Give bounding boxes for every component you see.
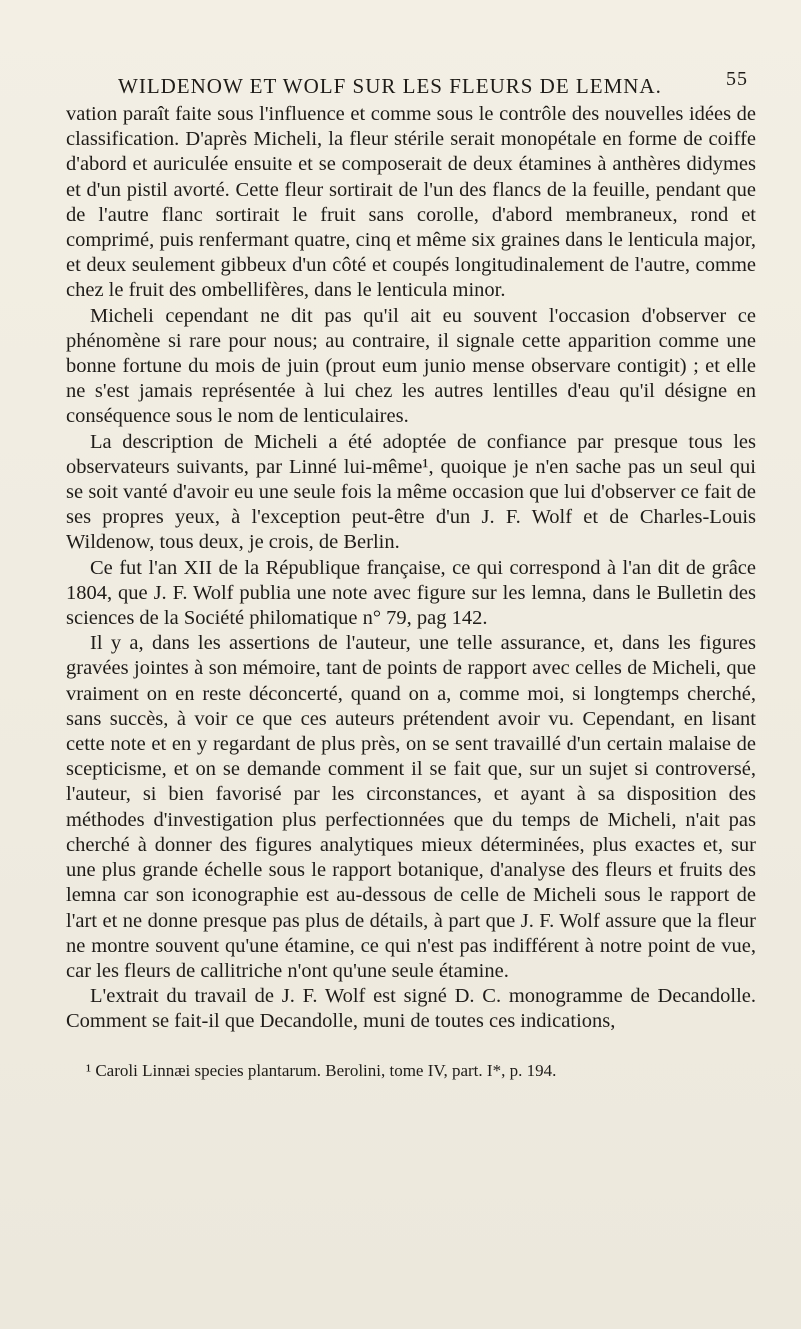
paragraph-1: vation paraît faite sous l'influence et comme sous le contrôle des nouvelles idées de classification. D'après Micheli, la fleur stérile serait monopétale en forme de coiffe d'abord et auriculée ensuite et se composerait de deux étamines à anthères didymes et d'un pistil avorté. Cette fleur sortirait de l'un des flancs de la feuille, pendant que de l'autre flanc sortirait le fruit sans corolle, d'abord membraneux, rond et comprimé, puis renfermant quatre, cinq et même six graines dans le lenticula major, et deux seulement gibbeux d'un côté et coupés longitudinalement de l'autre, comme chez le fruit des ombellifères, dans le lenticula minor. <box>66 103 756 302</box>
running-header <box>118 68 748 104</box>
paragraph-4: Ce fut l'an XII de la République française, ce qui correspond à l'an dit de grâce 1804, que J. F. Wolf publia une note avec figure sur les lemna, dans le Bulletin des sciences de la Société philomatique n° 79, pag 142. <box>66 556 756 630</box>
header-title: WILDENOW ET WOLF SUR LES FLEURS DE LEMNA. <box>118 74 662 98</box>
body-text <box>66 102 756 1035</box>
page-number: 55 <box>726 68 748 90</box>
paragraph-6: L'extrait du travail de J. F. Wolf est signé D. C. monogramme de Decandolle. Comment se fait-il que Decandolle, muni de toutes ces indications, <box>66 985 756 1033</box>
paragraph-3: La description de Micheli a été adoptée de confiance par presque tous les observateurs suivants, par Linné lui-même¹, quoique je n'en sache pas un seul qui se soit vanté d'avoir eu une seule fois la même occasion que lui d'observer ce fait de ses propres yeux, à l'exception peut-être d'un J. F. Wolf et de Charles-Louis Wildenow, tous deux, je crois, de Berlin. <box>66 430 756 554</box>
paragraph-5: Il y a, dans les assertions de l'auteur, une telle assurance, et, dans les figures gravées jointes à son mémoire, tant de points de rapport avec celles de Micheli, que vraiment on en reste déconcerté, quand on a, comme moi, si longtemps cherché, sans succès, à voir ce que ces auteurs prétendent avoir vu. Cependant, en lisant cette note et en y regardant de plus près, on se sent travaillé d'un certain malaise de scepticisme, et on se demande comment il se fait que, sur un sujet si controversé, l'auteur, si bien favorisé par les circonstances, et ayant à sa disposition des méthodes d'investigation plus perfectionnées que du temps de Micheli, n'ait pas cherché à donner des figures analytiques mieux déterminées, plus exactes et, sur une plus grande échelle sous le rapport botanique, d'analyse des fleurs et fruits des lemna car son iconographie est au-dessous de celle de Micheli sous le rapport de l'art et ne donne presque pas plus de détails, à part que J. F. Wolf assure que la fleur ne montre souvent qu'une étamine, ce qui n'est pas indifférent à notre point de vue, car les fleurs de callitriche n'ont qu'une seule étamine. <box>66 632 756 982</box>
paragraph-2: Micheli cependant ne dit pas qu'il ait eu souvent l'occasion d'observer ce phénomène si rare pour nous; au contraire, il signale cette apparition comme une bonne fortune du mois de juin (prout eum junio mense observare contigit) ; et elle ne s'est jamais représentée à lui chez les autres lentilles d'eau qu'il désigne en conséquence sous le nom de lenticulaires. <box>66 304 756 428</box>
footnote: ¹ Caroli Linnæi species plantarum. Berolini, tome IV, part. I*, p. 194. <box>86 1061 557 1080</box>
